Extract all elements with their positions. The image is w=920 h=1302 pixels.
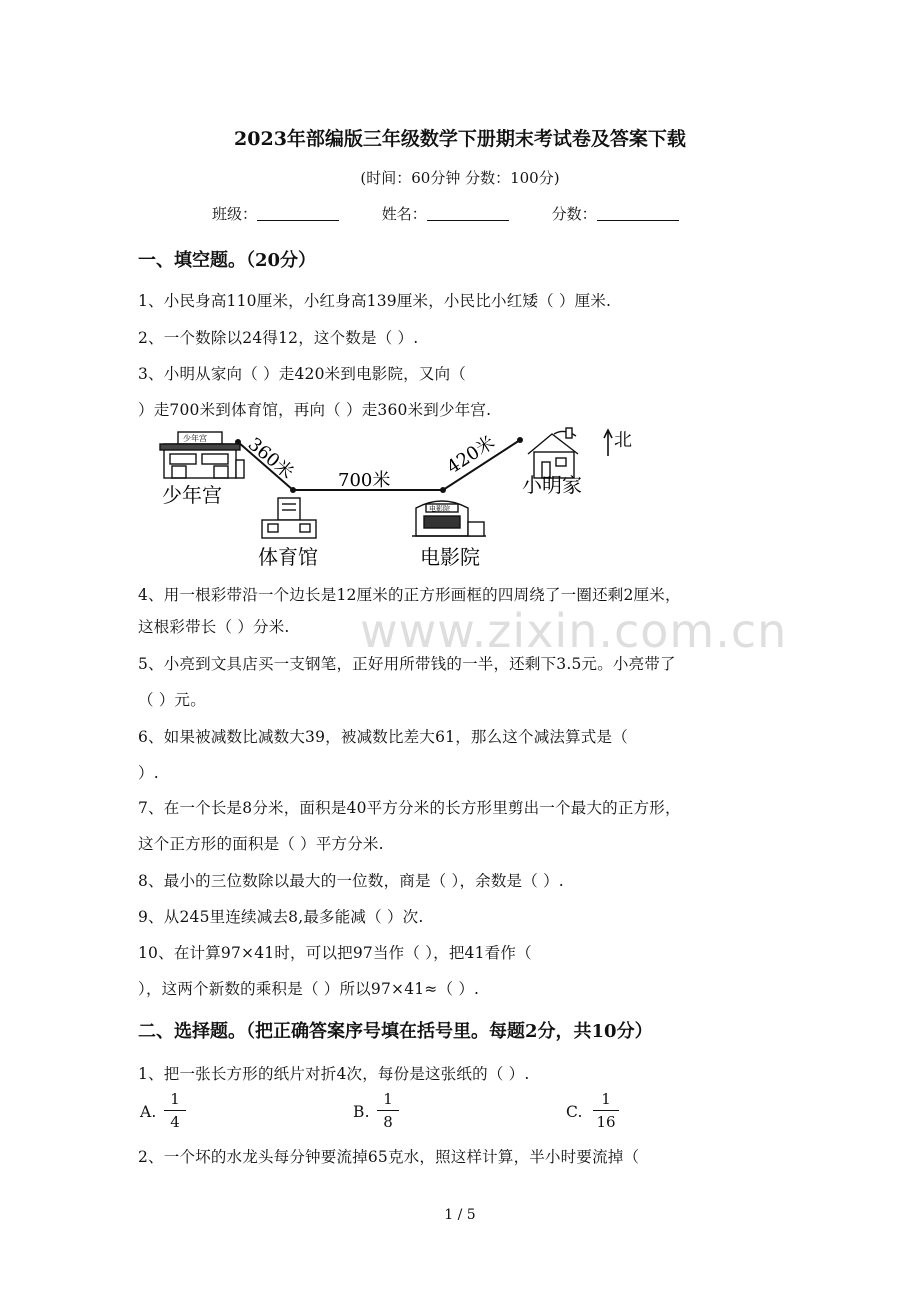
question-line: 9、从245里连续减去8,最多能减（ ）次. xyxy=(138,908,424,926)
question-line: 这个正方形的面积是（ ）平方分米. xyxy=(138,835,384,853)
distance-420: 420米 xyxy=(443,432,499,479)
sign-cinema: 电影院 xyxy=(429,505,450,513)
question-line: 8、最小的三位数除以最大的一位数，商是（ ），余数是（ ）. xyxy=(138,872,564,890)
option-a-label: A. xyxy=(140,1103,157,1121)
north-label: 北 xyxy=(614,430,632,451)
option-b-label: B. xyxy=(353,1103,370,1121)
question-line: 2、一个数除以24得12，这个数是（ ）. xyxy=(138,329,419,347)
question-line: 4、用一根彩带沿一个边长是12厘米的正方形画框的四周绕了一圈还剩2厘米， xyxy=(138,586,681,604)
place-youth-palace: 少年宫 xyxy=(162,483,222,507)
route-map xyxy=(150,424,650,572)
name-blank[interactable] xyxy=(427,204,509,221)
sign-youth-palace: 少年宫 xyxy=(183,434,207,443)
class-blank[interactable] xyxy=(257,204,339,221)
watermark: www.zixin.com.cn xyxy=(360,604,788,658)
name-field xyxy=(382,205,509,223)
north-arrow-icon xyxy=(604,430,612,456)
student-fields xyxy=(212,203,717,224)
score-field xyxy=(552,205,679,223)
class-field xyxy=(212,205,339,223)
score-blank[interactable] xyxy=(597,204,679,221)
question-line: 7、在一个长是8分米，面积是40平方分米的长方形里剪出一个最大的正方形， xyxy=(138,799,681,817)
option-b-fraction xyxy=(377,1090,399,1131)
route-dot xyxy=(440,487,446,493)
place-cinema: 电影院 xyxy=(420,545,480,569)
option-c-label: C. xyxy=(566,1103,583,1121)
distance-700: 700米 xyxy=(338,470,391,491)
question-line: 5、小亮到文具店买一支钢笔，正好用所带钱的一半，还剩下3.5元。小亮带了 xyxy=(138,655,676,673)
distance-360: 360米 xyxy=(243,433,298,484)
gym-icon xyxy=(262,498,316,538)
question-line: 1、把一张长方形的纸片对折4次，每份是这张纸的（ ）. xyxy=(138,1065,530,1083)
home-icon xyxy=(528,428,578,478)
page-title: 2023年部编版三年级数学下册期末考试卷及答案下载 xyxy=(234,128,686,150)
question-line: 1、小民身高110厘米，小红身高139厘米，小民比小红矮（ ）厘米. xyxy=(138,292,612,310)
place-home: 小明家 xyxy=(522,473,582,497)
question-line: 6、如果被减数比减数大39，被减数比差大61，那么这个减法算式是（ xyxy=(138,728,628,746)
question-line: ）走700米到体育馆，再向（ ）走360米到少年宫. xyxy=(138,401,492,419)
class-label: 班级： xyxy=(212,205,258,223)
name-label: 姓名： xyxy=(381,205,427,223)
denominator: 4 xyxy=(170,1113,180,1131)
question-line: 这根彩带长（ ）分米. xyxy=(138,618,290,636)
section2-heading: 二、选择题。（把正确答案序号填在括号里。每题2分，共10分） xyxy=(138,1021,653,1042)
exam-info: (时间：60分钟 分数：100分) xyxy=(360,169,560,187)
denominator: 16 xyxy=(596,1113,616,1131)
question-line: 2、一个坏的水龙头每分钟要流掉65克水，照这样计算，半小时要流掉（ xyxy=(138,1148,640,1166)
option-a-fraction xyxy=(164,1090,186,1131)
route-dot xyxy=(517,437,523,443)
denominator: 8 xyxy=(383,1113,393,1131)
option-c-fraction xyxy=(593,1090,619,1131)
section1-heading: 一、填空题。（20分） xyxy=(138,250,317,271)
question-line: 3、小明从家向（ ）走420米到电影院，又向（ xyxy=(138,365,466,383)
question-line: 10、在计算97×41时，可以把97当作（ ），把41看作（ xyxy=(138,944,532,962)
question-line: ），这两个新数的乘积是（ ）所以97×41≈（ ）. xyxy=(138,980,480,998)
numerator: 1 xyxy=(377,1090,399,1111)
route-dot xyxy=(290,487,296,493)
numerator: 1 xyxy=(593,1090,619,1111)
page-number: 1 / 5 xyxy=(444,1207,476,1223)
score-label: 分数： xyxy=(551,205,597,223)
place-gym: 体育馆 xyxy=(258,545,318,569)
question-line: ）. xyxy=(138,764,159,782)
question-line: （ ）元。 xyxy=(138,691,206,709)
numerator: 1 xyxy=(164,1090,186,1111)
